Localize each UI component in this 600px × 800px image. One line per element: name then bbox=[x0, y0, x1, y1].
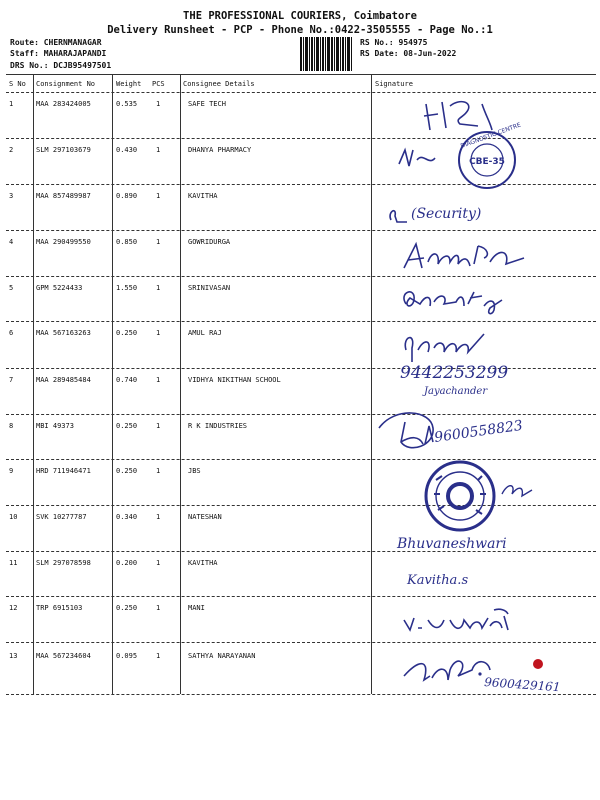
rs-no-label: RS No.: 954975 bbox=[360, 38, 428, 47]
table-top-rule bbox=[6, 74, 596, 75]
row-consignee: GOWRIDURGA bbox=[188, 238, 231, 246]
row-pcs: 1 bbox=[156, 192, 161, 200]
col-header-signature: Signature bbox=[375, 80, 413, 88]
row-consignment: TRP 6915103 bbox=[36, 604, 83, 612]
signature-8 bbox=[375, 408, 565, 458]
signature-6-phone: 9442253299 bbox=[400, 363, 509, 383]
page-subtitle: Delivery Runsheet - PCP - Phone No.:0422-3505555 - Page No.:1 bbox=[107, 24, 493, 36]
row-consignment: SLM 297103679 bbox=[36, 146, 91, 154]
row-pcs: 1 bbox=[156, 559, 161, 567]
row-consignee: R K INDUSTRIES bbox=[188, 422, 248, 430]
row-weight: 0.095 bbox=[116, 652, 138, 660]
col-header-weight: Weight bbox=[116, 80, 142, 88]
row-consignment: MAA 283424005 bbox=[36, 100, 91, 108]
svg-text:CBE-35: CBE-35 bbox=[469, 157, 505, 167]
row-weight: 0.430 bbox=[116, 146, 138, 154]
row-weight: 0.850 bbox=[116, 238, 138, 246]
row-weight: 0.250 bbox=[116, 467, 138, 475]
route-label: Route: CHERNMANAGAR bbox=[10, 38, 102, 47]
table-header-rule bbox=[6, 92, 596, 93]
row-weight: 0.890 bbox=[116, 192, 138, 200]
row-consignment: MAA 567234604 bbox=[36, 652, 91, 660]
row-pcs: 1 bbox=[156, 100, 161, 108]
signature-6-name: Jayachander bbox=[424, 386, 488, 397]
row-consignee: NATESHAN bbox=[188, 513, 222, 521]
row-pcs: 1 bbox=[156, 604, 161, 612]
row-consignment: SLM 297078598 bbox=[36, 559, 91, 567]
signature-3-text: (Security) bbox=[411, 206, 482, 222]
row-divider bbox=[6, 596, 596, 597]
row-consignee: KAVITHA bbox=[188, 192, 218, 200]
row-weight: 0.535 bbox=[116, 100, 138, 108]
row-consignment: MBI 49373 bbox=[36, 422, 74, 430]
row-sno: 4 bbox=[9, 238, 14, 246]
row-divider bbox=[6, 642, 596, 643]
row-weight: 0.200 bbox=[116, 559, 138, 567]
row-sno: 11 bbox=[9, 559, 18, 567]
col-header-pcs: PCS bbox=[152, 80, 165, 88]
row-weight: 0.340 bbox=[116, 513, 138, 521]
row-divider bbox=[6, 276, 596, 277]
row-consignment: MAA 289485484 bbox=[36, 376, 91, 384]
col-divider bbox=[371, 74, 372, 694]
row-consignee: SRINIVASAN bbox=[188, 284, 231, 292]
signature-10 bbox=[395, 528, 555, 556]
row-consignment: GPM 5224433 bbox=[36, 284, 83, 292]
signature-12 bbox=[400, 606, 530, 636]
row-sno: 13 bbox=[9, 652, 18, 660]
row-pcs: 1 bbox=[156, 329, 161, 337]
row-consignee: MANI bbox=[188, 604, 205, 612]
row-consignee: SAFE TECH bbox=[188, 100, 226, 108]
signature-stamp-2 bbox=[395, 120, 535, 190]
row-sno: 6 bbox=[9, 329, 14, 337]
row-sno: 7 bbox=[9, 376, 14, 384]
row-consignment: MAA 290499550 bbox=[36, 238, 91, 246]
row-consignment: SVK 10277787 bbox=[36, 513, 87, 521]
row-consignment: MAA 567163263 bbox=[36, 329, 91, 337]
row-weight: 1.550 bbox=[116, 284, 138, 292]
barcode bbox=[300, 37, 352, 71]
row-sno: 10 bbox=[9, 513, 18, 521]
row-consignee: VIDHYA NIKITHAN SCHOOL bbox=[188, 376, 281, 384]
svg-text:DIAGNOSTIC CENTRE: DIAGNOSTIC CENTRE bbox=[459, 121, 522, 150]
row-consignment: HRD 711946471 bbox=[36, 467, 91, 475]
signature-10-text: Bhuvaneshwari bbox=[397, 536, 507, 552]
row-sno: 12 bbox=[9, 604, 18, 612]
row-weight: 0.250 bbox=[116, 422, 138, 430]
signature-8-phone: 9600558823 bbox=[433, 417, 524, 446]
signature-11-text: Kavitha.s bbox=[407, 573, 469, 588]
col-header-consignment: Consignment No bbox=[36, 80, 96, 88]
row-sno: 8 bbox=[9, 422, 14, 430]
drs-label: DRS No.: DCJB95497501 bbox=[10, 61, 112, 70]
row-weight: 0.740 bbox=[116, 376, 138, 384]
row-pcs: 1 bbox=[156, 376, 161, 384]
signature-13-phone: 9600429161 bbox=[483, 675, 561, 695]
row-consignment: MAA 857489987 bbox=[36, 192, 91, 200]
row-sno: 9 bbox=[9, 467, 14, 475]
signature-6 bbox=[398, 322, 568, 398]
row-pcs: 1 bbox=[156, 146, 161, 154]
signature-11 bbox=[405, 566, 525, 592]
signature-5 bbox=[398, 284, 508, 316]
signature-3 bbox=[385, 198, 515, 226]
row-pcs: 1 bbox=[156, 284, 161, 292]
col-header-consignee: Consignee Details bbox=[183, 80, 255, 88]
col-divider bbox=[33, 74, 34, 694]
row-sno: 2 bbox=[9, 146, 14, 154]
signature-4 bbox=[398, 238, 538, 274]
rs-date-label: RS Date: 08-Jun-2022 bbox=[360, 49, 457, 58]
row-consignee: AMUL RAJ bbox=[188, 329, 222, 337]
col-divider bbox=[112, 74, 113, 694]
row-pcs: 1 bbox=[156, 467, 161, 475]
row-sno: 5 bbox=[9, 284, 14, 292]
page-title: THE PROFESSIONAL COURIERS, Coimbatore bbox=[183, 10, 417, 22]
row-weight: 0.250 bbox=[116, 604, 138, 612]
row-pcs: 1 bbox=[156, 513, 161, 521]
row-weight: 0.250 bbox=[116, 329, 138, 337]
row-sno: 1 bbox=[9, 100, 14, 108]
row-pcs: 1 bbox=[156, 238, 161, 246]
row-consignee: JBS bbox=[188, 467, 201, 475]
row-consignee: DHANYA PHARMACY bbox=[188, 146, 252, 154]
col-header-sno: S No bbox=[9, 80, 26, 88]
row-divider bbox=[6, 230, 596, 231]
row-pcs: 1 bbox=[156, 422, 161, 430]
signature-stamp-9 bbox=[420, 458, 540, 538]
signature-13 bbox=[400, 650, 596, 700]
staff-label: Staff: MAHARAJAPANDI bbox=[10, 49, 107, 58]
row-pcs: 1 bbox=[156, 652, 161, 660]
col-divider bbox=[180, 74, 181, 694]
row-consignee: SATHYA NARAYANAN bbox=[188, 652, 256, 660]
row-consignee: KAVITHA bbox=[188, 559, 218, 567]
row-sno: 3 bbox=[9, 192, 14, 200]
